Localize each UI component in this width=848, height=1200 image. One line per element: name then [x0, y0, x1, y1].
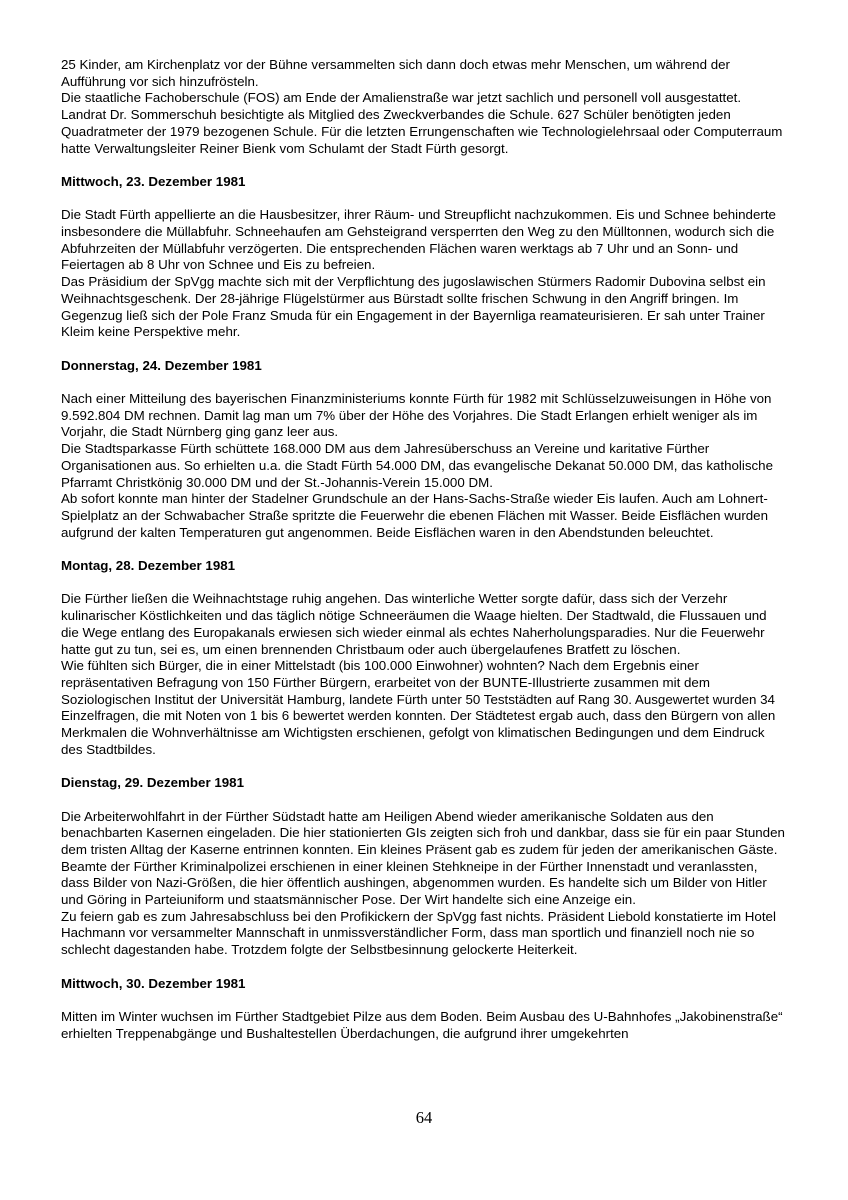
paragraph: Die Stadt Fürth appellierte an die Hausbesitzer, ihrer Räum- und Streupflicht nachzukommen. Eis und Schnee behinderte insbesondere die Müllabfuhr. Schneehaufen am Gehsteigrand versperrten den Weg zu den Mülltonnen, wodurch sich die Abfuhrzeiten der Müllabfuhr verzögerten. Die entsprechenden Flächen waren werktags ab 7 Uhr und an Sonn- und Feiertagen ab 8 Uhr von Schnee und Eis zu befreien. — [61, 207, 776, 273]
paragraph: Die staatliche Fachoberschule (FOS) am Ende der Amalienstraße war jetzt sachlich und personell voll ausgestattet. Landrat Dr. Sommerschuh besichtigte als Mitglied des Zweckverbandes die Schule. 627 Schüler benötigten jeden Quadratmeter der 1979 bezogenen Schule. Für die letzten Errungenschaften wie Technologielehrsaal oder Computerraum hatte Verwaltungsleiter Reiner Bienk vom Schulamt der Stadt Fürth gesorgt. — [61, 90, 783, 156]
page-number: 64 — [415, 1108, 433, 1127]
date-heading: Montag, 28. Dezember 1981 — [61, 558, 236, 574]
paragraph: Wie fühlten sich Bürger, die in einer Mittelstadt (bis 100.000 Einwohner) wohnten? Nach dem Ergebnis einer repräsentativen Befragung von 150 Fürther Bürgern, erarbeitet von der BUNTE-Illustrierte zusammen mit dem Soziologischen Institut der Universität Hamburg, landete Fürth unter 50 Teststädten auf Rang 30. Ausgewertet wurden 34 Einzelfragen, die mit Noten von 1 bis 6 bewertet werden konnten. Der Städtetest ergab auch, dass den Bürgern von allen Merkmalen die Wohnverhältnisse am Wichtigsten erschienen, gefolgt von klimatischen Bedingungen und dem Eindruck des Stadtbildes. — [61, 658, 776, 757]
paragraph: 25 Kinder, am Kirchenplatz vor der Bühne versammelten sich dann doch etwas mehr Menschen, um während der Aufführung vor sich hinzufrösteln. — [61, 57, 730, 89]
section-30-dezember — [61, 976, 788, 1043]
section-23-dezember — [61, 174, 788, 341]
date-heading: Donnerstag, 24. Dezember 1981 — [61, 357, 262, 373]
date-heading: Dienstag, 29. Dezember 1981 — [61, 775, 244, 791]
document-body — [61, 57, 788, 1042]
paragraph: Die Arbeiterwohlfahrt in der Fürther Südstadt hatte am Heiligen Abend wieder amerikanische Soldaten aus den benachbarten Kasernen eingeladen. Die hier stationierten GIs zeigten sich froh und dankbar, dass sie für ein paar Stunden dem tristen Alltag der Kaserne entrinnen konnten. Ein kleines Präsent gab es zudem für jeden der amerikanischen Gäste. — [61, 808, 785, 857]
date-heading: Mittwoch, 23. Dezember 1981 — [61, 173, 246, 189]
paragraph: Beamte der Fürther Kriminalpolizei erschienen in einer kleinen Stehkneipe in der Fürther Innenstadt und veranlassten, dass Bilder von Nazi-Größen, die hier öffentlich aushingen, abgenommen wurden. Es handelte sich um Bilder von Hitler und Göring in Parteiuniform und staatsmännischer Pose. Der Wirt handelte sich eine Anzeige ein. — [61, 858, 767, 908]
section-29-dezember — [61, 775, 788, 959]
section-intro — [61, 57, 788, 157]
paragraph: Mitten im Winter wuchsen im Fürther Stadtgebiet Pilze aus dem Boden. Beim Ausbau des U-Bahnhofes „Jakobinenstraße“ erhielten Treppenabgänge und Bushaltestellen Überdachungen, die aufgrund ihrer umgekehrten — [61, 1008, 783, 1041]
section-28-dezember — [61, 558, 788, 758]
section-24-dezember — [61, 358, 788, 542]
paragraph: Das Präsidium der SpVgg machte sich mit der Verpflichtung des jugoslawischen Stürmers Radomir Dubovina selbst ein Weihnachtsgeschenk. Der 28-jährige Flügelstürmer aus Bürstadt sollte frischen Schwung in den Angriff bringen. Im Gegenzug ließ sich der Pole Franz Smuda für ein Engagement in der Bayernliga reamateurisieren. Er sah unter Trainer Kleim keine Perspektive mehr. — [61, 274, 766, 340]
paragraph: Ab sofort konnte man hinter der Stadelner Grundschule an der Hans-Sachs-Straße wieder Eis laufen. Auch am Lohnert-Spielplatz an der Schwabacher Straße spritzte die Feuerwehr die ebenen Flächen mit Wasser. Beide Eisflächen wurden aufgrund der kalten Temperaturen gut angenommen. Beide Eisflächen waren in den Abendstunden beleuchtet. — [61, 491, 769, 540]
paragraph: Die Fürther ließen die Weihnachtstage ruhig angehen. Das winterliche Wetter sorgte dafür, dass sich der Verzehr kulinarischer Köstlichkeiten und das täglich nötige Schneeräumen die Waage hielten. Der Stadtwald, die Flussauen und die Wege entlang des Europakanals erwiesen sich wieder einmal als echtes Naherholungsparadies. Nur die Feuerwehr hatte gut zu tun, sei es, um einen brennenden Christbaum oder auch übergelaufenes Bratfett zu löschen. — [61, 591, 767, 657]
date-heading: Mittwoch, 30. Dezember 1981 — [61, 975, 246, 991]
paragraph: Zu feiern gab es zum Jahresabschluss bei den Profikickern der SpVgg fast nichts. Präsident Liebold konstatierte im Hotel Hachmann vor versammelter Mannschaft in unmissverständlicher Form, dass man sportlich und finanziell noch nie so schlecht dagestanden habe. Trotzdem folgte der Selbstbesinnung gelockerte Heiterkeit. — [61, 908, 776, 958]
paragraph: Nach einer Mitteilung des bayerischen Finanzministeriums konnte Fürth für 1982 mit Schlüsselzuweisungen in Höhe von 9.592.804 DM rechnen. Damit lag man um 7% über der Höhe des Vorjahres. Die Stadt Erlangen erhielt weniger als im Vorjahr, die Stadt Nürnberg ging ganz leer aus. — [61, 391, 772, 440]
paragraph: Die Stadtsparkasse Fürth schüttete 168.000 DM aus dem Jahresüberschuss an Vereine und karitative Fürther Organisationen aus. So erhielten u.a. die Stadt Fürth 54.000 DM, das evangelische Dekanat 50.000 DM, das katholische Pfarramt Christkönig 30.000 DM und der St.-Johannis-Verein 15.000 DM. — [61, 441, 774, 490]
